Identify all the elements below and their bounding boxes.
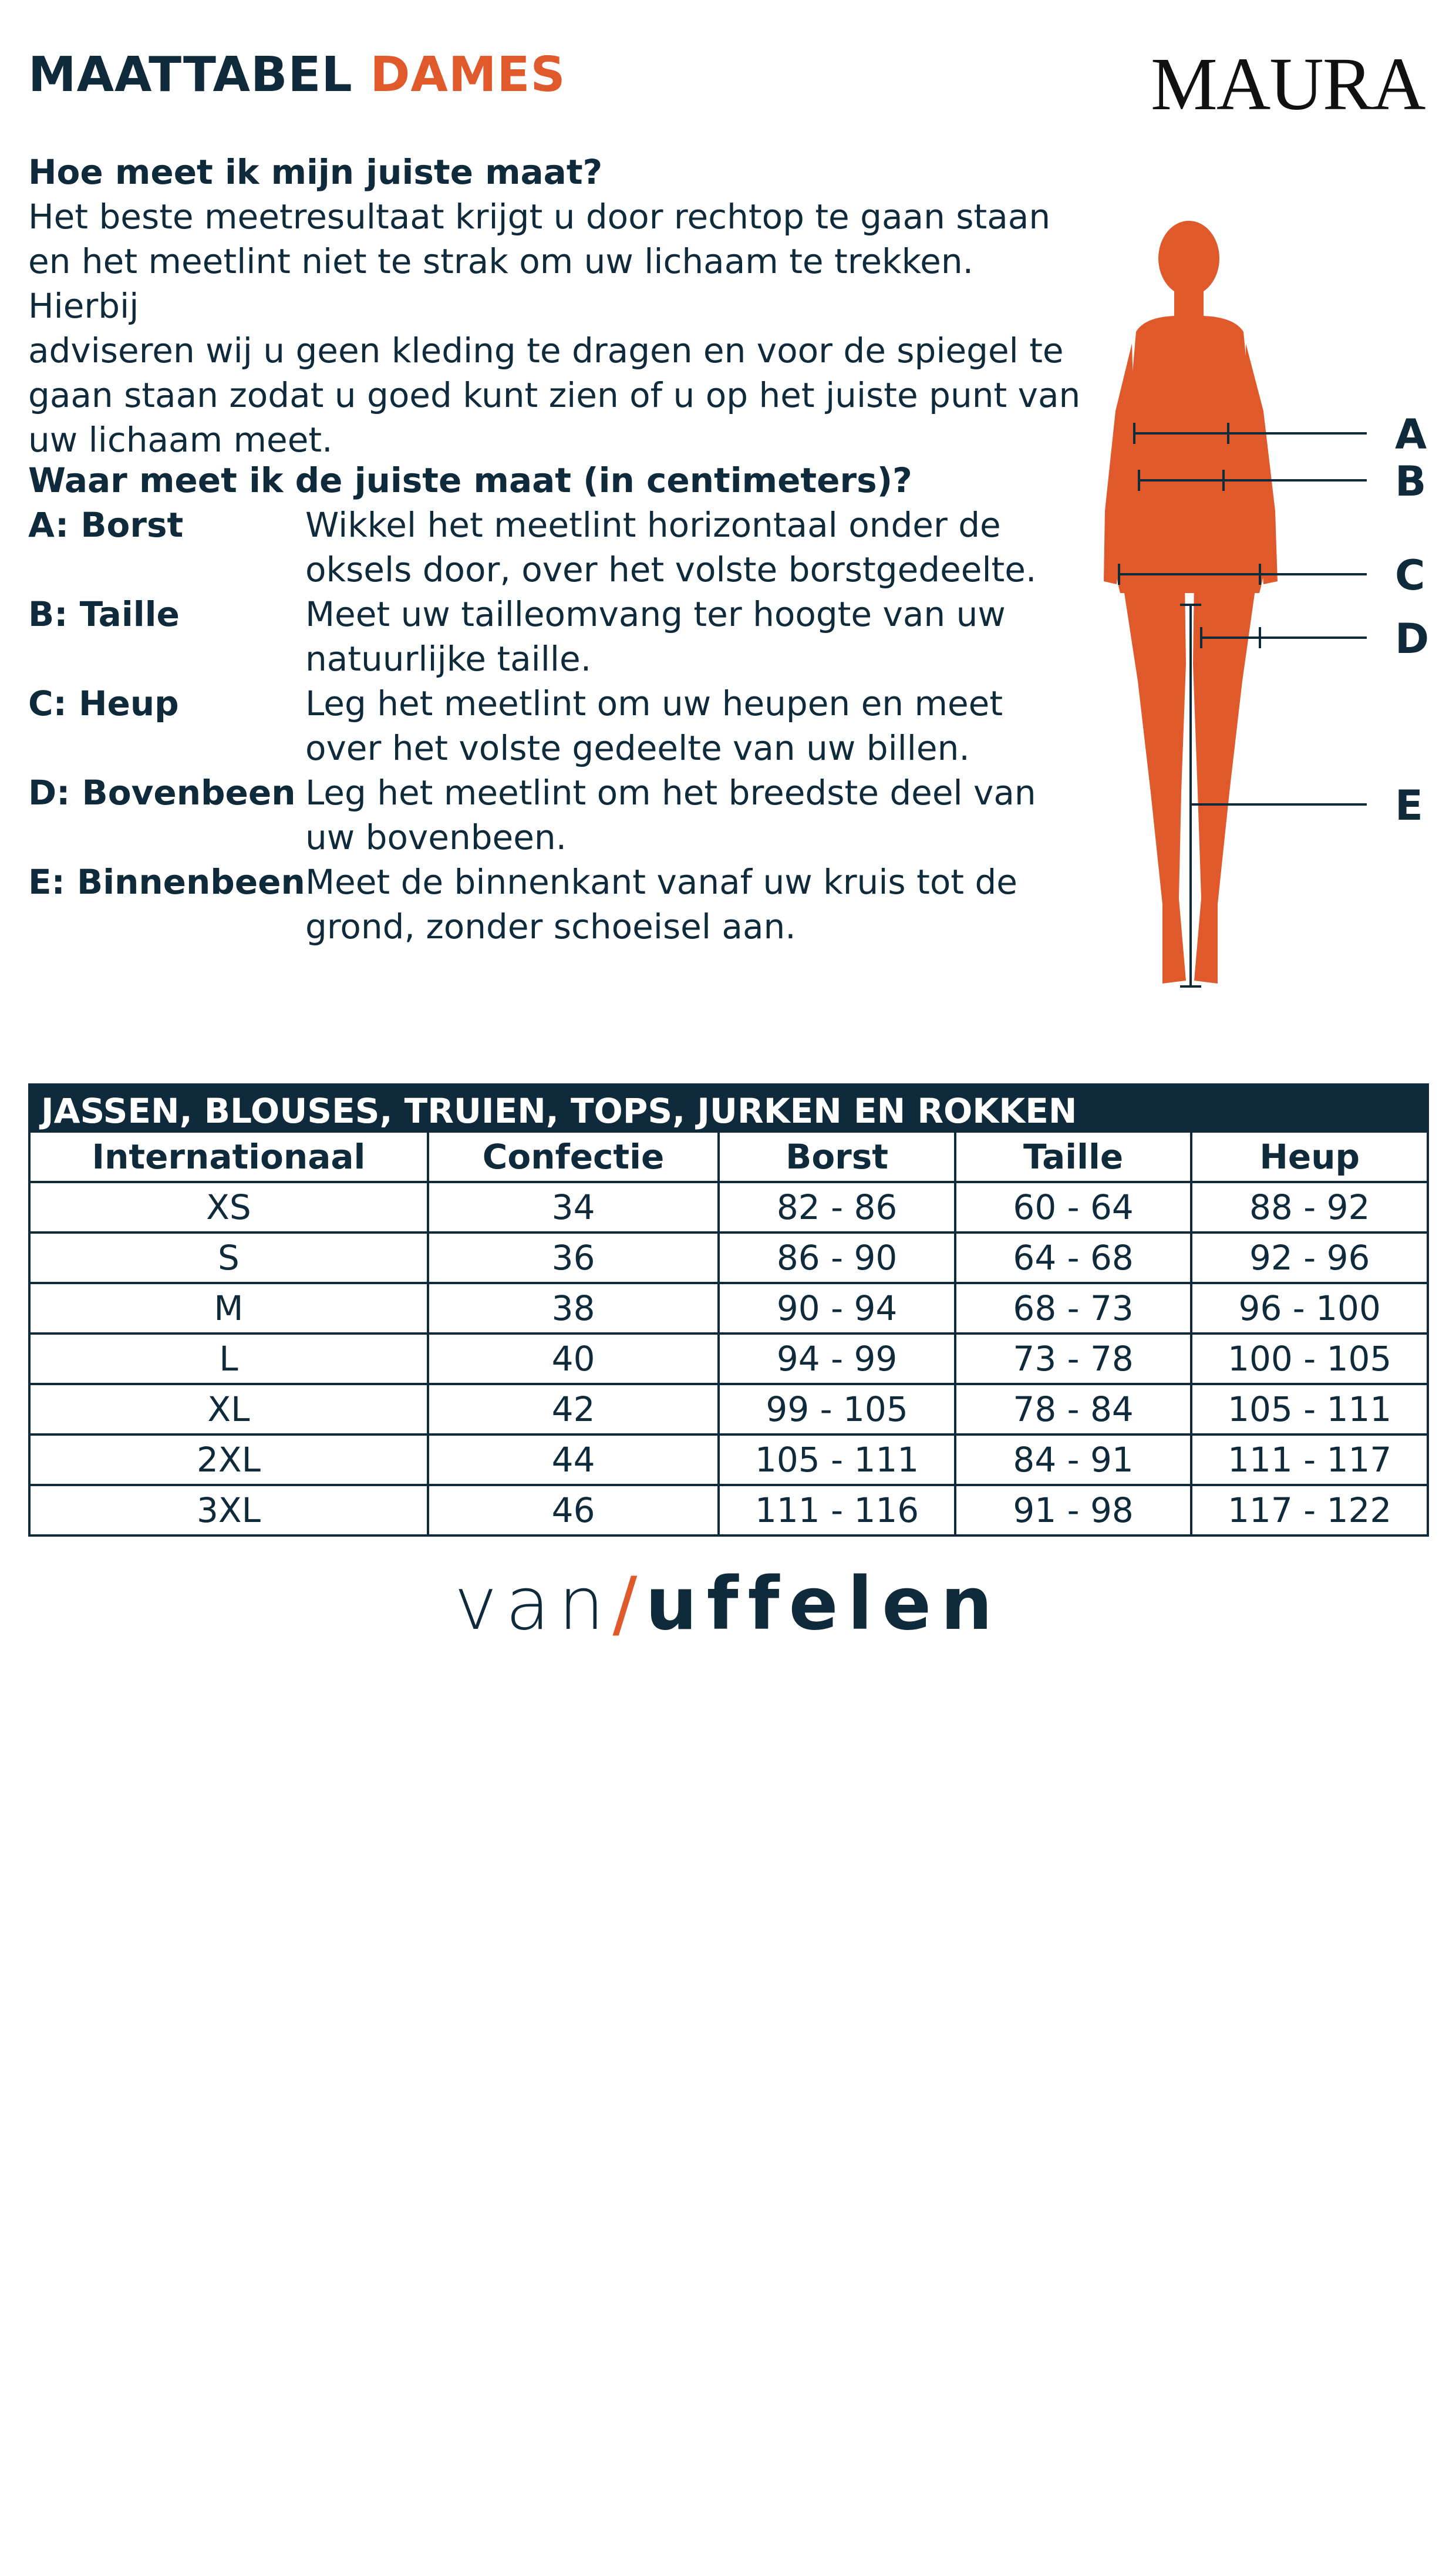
footer-logo xyxy=(0,1562,1456,1646)
intro-line: Het beste meetresultaat krijgt u door rechtop te gaan staan xyxy=(28,197,1051,237)
table-cell: 60 - 64 xyxy=(955,1182,1192,1233)
table-cell: 64 - 68 xyxy=(955,1233,1192,1283)
measure-item-binnenbeen xyxy=(28,860,1085,949)
table-cell: 40 xyxy=(428,1333,719,1384)
table-cell: 111 - 116 xyxy=(719,1485,955,1535)
table-cell: 94 - 99 xyxy=(719,1333,955,1384)
measure-label: E: Binnenbeen xyxy=(28,862,305,902)
measure-instructions xyxy=(28,458,1085,949)
table-cell: 78 - 84 xyxy=(955,1384,1192,1434)
measure-item-heup xyxy=(28,681,1085,770)
table-row xyxy=(29,1233,1428,1283)
measure-label: A: Borst xyxy=(28,505,184,545)
measure-line: natuurlijke taille. xyxy=(305,639,592,679)
footer-logo-right: uffelen xyxy=(645,1562,1002,1646)
column-header: Confectie xyxy=(428,1132,719,1182)
page-title xyxy=(28,47,566,103)
measure-description xyxy=(305,592,1057,681)
size-table-grid xyxy=(28,1130,1429,1537)
measure-line: uw bovenbeen. xyxy=(305,817,567,857)
measure-line: oksels door, over het volste borstgedeelte. xyxy=(305,550,1037,590)
size-table-title: JASSEN, BLOUSES, TRUIEN, TOPS, JURKEN EN ROKKEN xyxy=(28,1083,1429,1130)
measure-line: over het volste gedeelte van uw billen. xyxy=(305,728,970,768)
size-table xyxy=(28,1083,1429,1537)
table-cell: 2XL xyxy=(29,1434,428,1485)
table-cell: L xyxy=(29,1333,428,1384)
column-header: Taille xyxy=(955,1132,1192,1182)
table-row xyxy=(29,1333,1428,1384)
measure-description xyxy=(305,681,1057,770)
table-cell: 117 - 122 xyxy=(1191,1485,1428,1535)
measure-line: Leg het meetlint om het breedste deel van xyxy=(305,773,1036,813)
table-cell: 92 - 96 xyxy=(1191,1233,1428,1283)
intro-line: adviseren wij u geen kleding te dragen en voor de spiegel te xyxy=(28,331,1064,371)
howto-heading: Waar meet ik de juiste maat (in centimeters)? xyxy=(28,460,912,500)
table-cell: 111 - 117 xyxy=(1191,1434,1428,1485)
measure-item-borst xyxy=(28,503,1085,592)
table-cell: 84 - 91 xyxy=(955,1434,1192,1485)
table-row xyxy=(29,1182,1428,1233)
table-cell: 38 xyxy=(428,1283,719,1333)
table-cell: 105 - 111 xyxy=(1191,1384,1428,1434)
figure-label-a: A xyxy=(1395,410,1427,459)
table-cell: 91 - 98 xyxy=(955,1485,1192,1535)
figure-label-d: D xyxy=(1395,615,1430,663)
measure-line: grond, zonder schoeisel aan. xyxy=(305,907,796,947)
measure-line: Meet uw tailleomvang ter hoogte van uw xyxy=(305,594,1006,634)
figure-label-c: C xyxy=(1395,551,1425,600)
intro-line: gaan staan zodat u goed kunt zien of u op het juiste punt van xyxy=(28,375,1081,415)
table-cell: 105 - 111 xyxy=(719,1434,955,1485)
intro-line: uw lichaam meet. xyxy=(28,420,333,460)
measure-description xyxy=(305,503,1057,592)
measure-item-taille xyxy=(28,592,1085,681)
body-figure-illustration xyxy=(1080,217,1456,998)
table-cell: 34 xyxy=(428,1182,719,1233)
table-cell: 99 - 105 xyxy=(719,1384,955,1434)
measure-label: C: Heup xyxy=(28,683,179,723)
measure-description xyxy=(305,770,1057,860)
measure-line: Meet de binnenkant vanaf uw kruis tot de xyxy=(305,862,1017,902)
table-cell: 100 - 105 xyxy=(1191,1333,1428,1384)
measure-item-bovenbeen xyxy=(28,770,1085,860)
table-row xyxy=(29,1434,1428,1485)
table-cell: 90 - 94 xyxy=(719,1283,955,1333)
table-cell: 36 xyxy=(428,1233,719,1283)
table-cell: M xyxy=(29,1283,428,1333)
table-header-row xyxy=(29,1132,1428,1182)
footer-logo-slash: / xyxy=(612,1562,646,1646)
brand-logo: MAURA xyxy=(1151,42,1425,126)
table-cell: S xyxy=(29,1233,428,1283)
title-accent: DAMES xyxy=(370,47,566,103)
measure-line: Leg het meetlint om uw heupen en meet xyxy=(305,683,1003,723)
table-cell: 42 xyxy=(428,1384,719,1434)
table-cell: XL xyxy=(29,1384,428,1434)
measure-description xyxy=(305,860,1057,949)
column-header: Borst xyxy=(719,1132,955,1182)
title-main: MAATTABEL xyxy=(28,47,353,103)
intro-section xyxy=(28,150,1085,462)
measure-line: Wikkel het meetlint horizontaal onder de xyxy=(305,505,1001,545)
measure-label: D: Bovenbeen xyxy=(28,773,296,813)
figure-label-e: E xyxy=(1395,782,1423,830)
table-cell: 46 xyxy=(428,1485,719,1535)
intro-line: en het meetlint niet te strak om uw lichaam te trekken. Hierbij xyxy=(28,241,974,326)
table-row xyxy=(29,1283,1428,1333)
table-row xyxy=(29,1384,1428,1434)
table-cell: 82 - 86 xyxy=(719,1182,955,1233)
table-cell: 44 xyxy=(428,1434,719,1485)
table-row xyxy=(29,1485,1428,1535)
measure-label: B: Taille xyxy=(28,594,180,634)
table-cell: 73 - 78 xyxy=(955,1333,1192,1384)
column-header: Heup xyxy=(1191,1132,1428,1182)
table-cell: 96 - 100 xyxy=(1191,1283,1428,1333)
table-cell: 88 - 92 xyxy=(1191,1182,1428,1233)
figure-label-b: B xyxy=(1395,457,1427,506)
table-cell: 3XL xyxy=(29,1485,428,1535)
table-cell: 86 - 90 xyxy=(719,1233,955,1283)
table-cell: 68 - 73 xyxy=(955,1283,1192,1333)
table-cell: XS xyxy=(29,1182,428,1233)
intro-heading: Hoe meet ik mijn juiste maat? xyxy=(28,152,603,192)
footer-logo-left: van xyxy=(454,1562,613,1646)
column-header: Internationaal xyxy=(29,1132,428,1182)
